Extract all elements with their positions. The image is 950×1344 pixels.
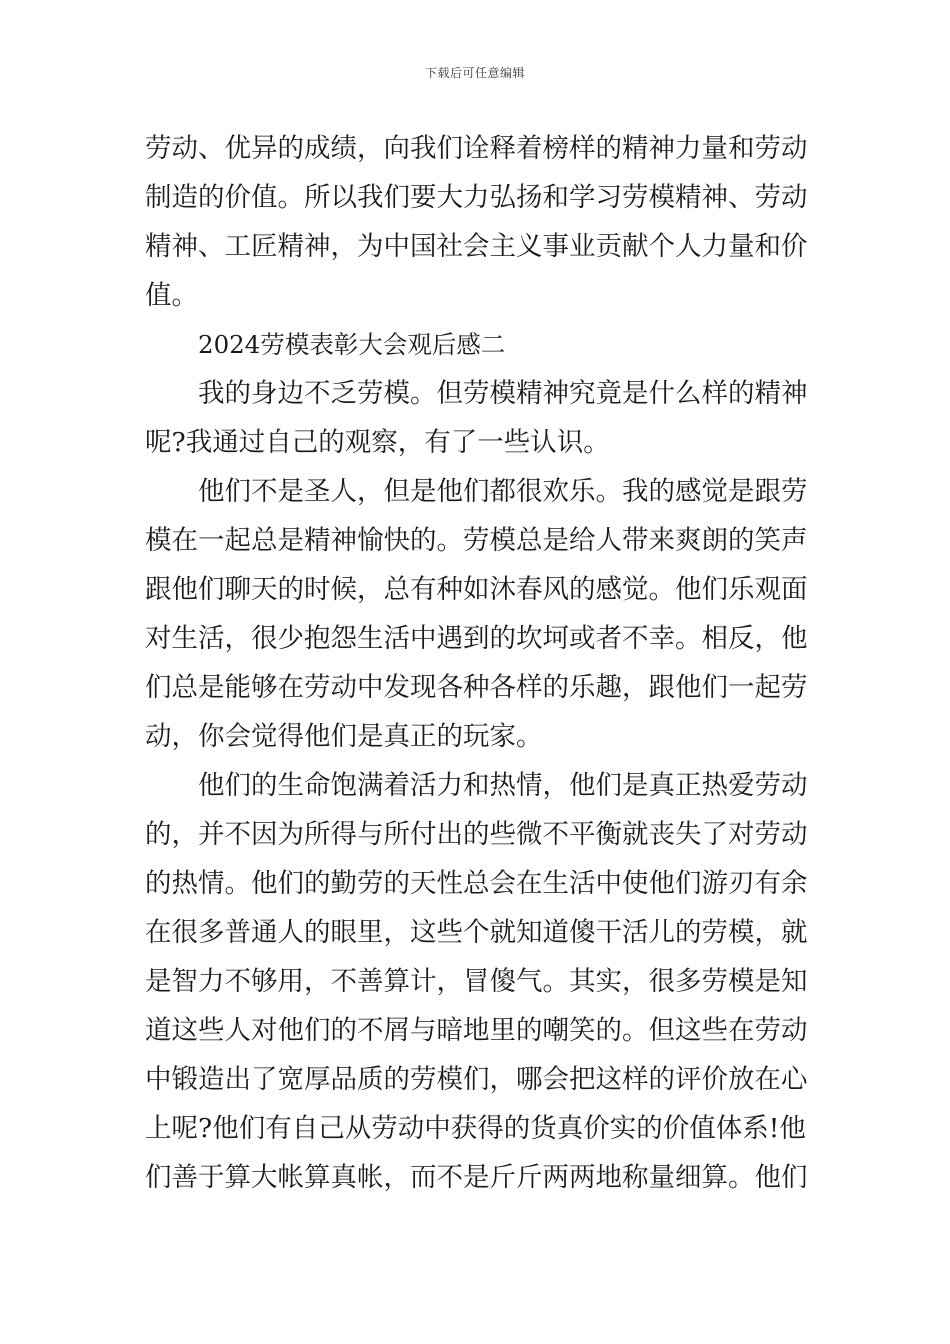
text-line: 模在一起总是精神愉快的。劳模总是给人带来爽朗的笑声 [145, 525, 808, 556]
text-line: 们总是能够在劳动中发现各种各样的乐趣，跟他们一起劳 [145, 672, 808, 703]
text-line: 制造的价值。所以我们要大力弘扬和学习劳模精神、劳动 [145, 182, 808, 213]
text-line: 道这些人对他们的不屑与暗地里的嘲笑的。但这些在劳动 [145, 1015, 808, 1046]
text-line: 值。 [145, 280, 198, 311]
document-body [145, 124, 813, 1202]
text-line: 劳动、优异的成绩，向我们诠释着榜样的精神力量和劳动 [145, 133, 808, 164]
text-line: 呢?我通过自己的观察，有了一些认识。 [145, 427, 610, 458]
text-line: 对生活，很少抱怨生活中遇到的坎坷或者不幸。相反，他 [145, 623, 808, 654]
text-line: 精神、工匠精神，为中国社会主义事业贡献个人力量和价 [145, 231, 808, 262]
text-line: 上呢?他们有自己从劳动中获得的货真价实的价值体系!他 [145, 1113, 806, 1144]
section-title: 2024劳模表彰大会观后感二 [198, 330, 506, 359]
text-line: 动，你会觉得他们是真正的玩家。 [145, 721, 543, 752]
text-line: 跟他们聊天的时候，总有种如沐春风的感觉。他们乐观面 [145, 574, 808, 605]
text-line: 他们不是圣人，但是他们都很欢乐。我的感觉是跟劳 [198, 476, 808, 507]
text-line: 我的身边不乏劳模。但劳模精神究竟是什么样的精神 [198, 378, 808, 409]
header-note: 下载后可任意编辑 [424, 66, 525, 80]
text-line: 的热情。他们的勤劳的天性总会在生活中使他们游刃有余 [145, 868, 808, 899]
text-line: 是智力不够用，不善算计，冒傻气。其实，很多劳模是知 [145, 966, 808, 997]
text-line: 们善于算大帐算真帐，而不是斤斤两两地称量细算。他们 [145, 1162, 808, 1193]
text-line: 他们的生命饱满着活力和热情，他们是真正热爱劳动 [198, 770, 808, 801]
text-line: 的，并不因为所得与所付出的些微不平衡就丧失了对劳动 [145, 819, 808, 850]
text-line: 中锻造出了宽厚品质的劳模们，哪会把这样的评价放在心 [145, 1064, 808, 1095]
text-line: 在很多普通人的眼里，这些个就知道傻干活儿的劳模，就 [145, 917, 808, 948]
